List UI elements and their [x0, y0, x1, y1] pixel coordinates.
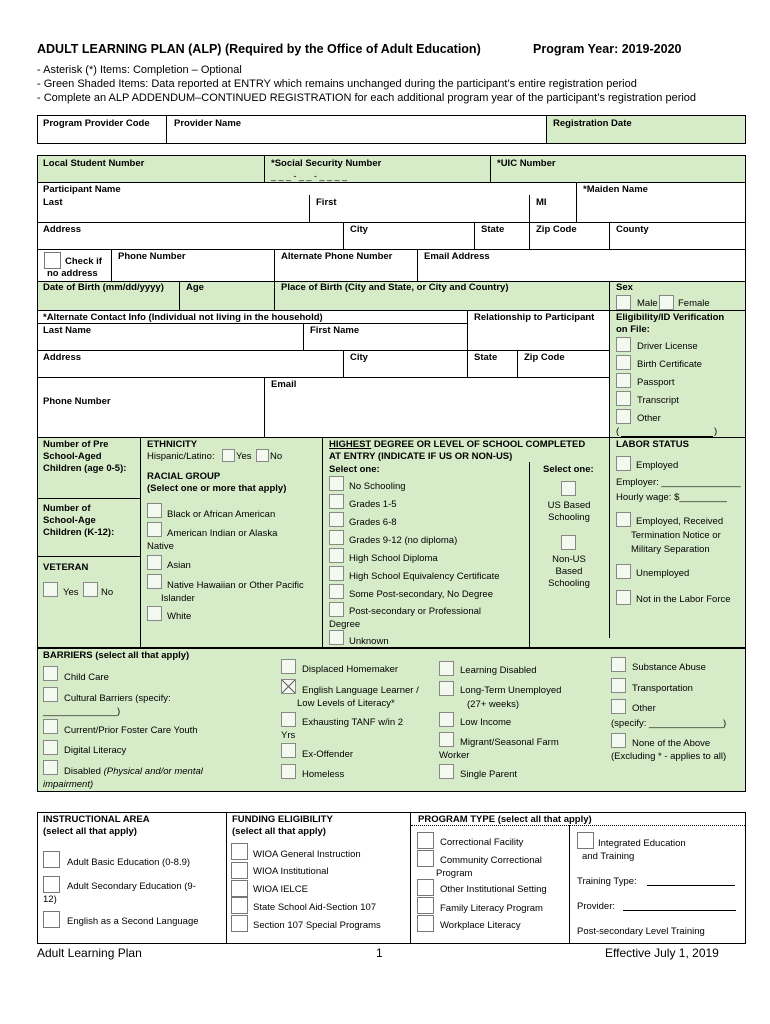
low-income-checkbox[interactable]	[439, 712, 454, 727]
last-name-label: Last	[43, 197, 63, 208]
hispanic-no-checkbox[interactable]	[256, 449, 269, 462]
page-number: 1	[376, 946, 383, 960]
employed-checkbox[interactable]	[616, 456, 631, 471]
none-of-above-label-2: (Excluding * - applies to all)	[611, 751, 727, 762]
other-barrier-checkbox[interactable]	[611, 699, 626, 714]
hispanic-no-label: No	[270, 451, 283, 462]
grades-9-12-label: Grades 9-12 (no diploma)	[349, 535, 458, 546]
tanf-label-2: Yrs	[281, 730, 296, 741]
zip-label: Zip Code	[536, 224, 577, 235]
male-checkbox[interactable]	[616, 295, 631, 310]
alt-phone-label: Phone Number	[43, 396, 111, 407]
driver-license-checkbox[interactable]	[616, 337, 631, 352]
white-checkbox[interactable]	[147, 606, 162, 621]
check-if-label: Check if	[65, 256, 102, 267]
program-type-title: PROGRAM TYPE (select all that apply)	[418, 814, 592, 825]
place-of-birth-label: Place of Birth (City and State, or City and Country)	[281, 282, 509, 293]
american-indian-label-2: Native	[147, 541, 174, 552]
black-checkbox[interactable]	[147, 503, 162, 518]
training-type-label: Training Type:	[577, 876, 637, 887]
veteran-no-label: No	[101, 587, 114, 598]
state-label: State	[481, 224, 505, 235]
no-schooling-checkbox[interactable]	[329, 476, 344, 491]
alt-email-label: Email	[271, 379, 297, 390]
veteran-label: VETERAN	[43, 562, 89, 573]
labor-status-label: LABOR STATUS	[616, 439, 690, 450]
veteran-yes-label: Yes	[63, 587, 79, 598]
note-green: - Green Shaded Items: Data reported at ENTRY which remains unchanged during the participant’s entire registration period	[37, 78, 637, 90]
hawaiian-label-2: Islander	[161, 593, 195, 604]
grades-6-8-label: Grades 6-8	[349, 517, 397, 528]
grades-1-5-checkbox[interactable]	[329, 494, 344, 509]
education-title-2: AT ENTRY (INDICATE IF US OR NON-US)	[329, 451, 513, 462]
passport-label: Passport	[637, 377, 675, 388]
american-indian-checkbox[interactable]	[147, 522, 162, 537]
school-age-label-3: Children (K-12):	[43, 527, 115, 538]
other-barrier-label: Other	[632, 703, 656, 714]
email-label: Email Address	[424, 251, 490, 262]
homeless-label: Homeless	[302, 769, 345, 780]
cultural-barriers-label: Cultural Barriers (specify:	[64, 693, 171, 704]
note-addendum: - Complete an ALP ADDENDUM–CONTINUED REGISTRATION for each additional program year of the participant’s registration period	[37, 92, 697, 104]
education-title-highest: HIGHEST	[329, 439, 372, 450]
sex-label: Sex	[616, 282, 633, 293]
female-checkbox[interactable]	[659, 295, 674, 310]
ssn-label: *Social Security Number	[271, 158, 382, 169]
section-107-label: Section 107 Special Programs	[253, 920, 381, 931]
registration-date-label: Registration Date	[553, 118, 632, 129]
pre-school-label-3: Children (age 0-5):	[43, 463, 127, 474]
transportation-label: Transportation	[632, 683, 693, 694]
uic-label: *UIC Number	[497, 158, 556, 169]
unknown-checkbox[interactable]	[329, 630, 344, 645]
address-label: Address	[43, 224, 82, 235]
mi-label: MI	[536, 197, 547, 208]
wioa-general-checkbox[interactable]	[231, 843, 248, 860]
employer-field[interactable]: Employer: _______________	[616, 477, 741, 488]
ex-offender-checkbox[interactable]	[281, 743, 296, 758]
provider-name-label: Provider Name	[174, 118, 242, 129]
section-107-checkbox[interactable]	[231, 915, 248, 932]
veteran-no-checkbox[interactable]	[83, 582, 98, 597]
learning-disabled-checkbox[interactable]	[439, 661, 454, 676]
alt-state-label: State	[474, 352, 498, 363]
tanf-label: Exhausting TANF w/in 2	[302, 717, 404, 728]
local-student-number-label: Local Student Number	[43, 158, 145, 169]
racial-group-sub: (Select one or more that apply)	[147, 483, 287, 494]
maiden-name-label: *Maiden Name	[583, 184, 648, 195]
racial-group-label: RACIAL GROUP	[147, 471, 221, 482]
non-us-label-1: Non-US	[552, 554, 586, 565]
veteran-yes-checkbox[interactable]	[43, 582, 58, 597]
dob-label: Date of Birth (mm/dd/yyyy)	[43, 282, 164, 293]
participant-name-label: Participant Name	[43, 184, 121, 195]
non-us-label-2: Based	[555, 566, 583, 577]
grades-1-5-label: Grades 1-5	[349, 499, 397, 510]
ell-label: English Language Learner /	[302, 685, 419, 696]
other-id-paren-close: )	[714, 426, 718, 437]
education-title-rest: DEGREE OR LEVEL OF SCHOOL COMPLETED	[371, 439, 586, 450]
long-term-unemployed-label-2: (27+ weeks)	[467, 699, 520, 710]
displaced-homemaker-label: Displaced Homemaker	[302, 664, 399, 675]
alt-phone-label: Alternate Phone Number	[281, 251, 393, 262]
disabled-label-2: impairment)	[43, 779, 94, 790]
state-school-aid-label: State School Aid-Section 107	[253, 902, 377, 913]
instructional-area-sub: (select all that apply)	[43, 826, 137, 837]
age-label: Age	[186, 282, 204, 293]
passport-checkbox[interactable]	[616, 373, 631, 388]
hse-certificate-label: High School Equivalency Certificate	[349, 571, 500, 582]
long-term-unemployed-label: Long-Term Unemployed	[460, 685, 562, 696]
non-us-checkbox[interactable]	[561, 535, 576, 550]
education-title	[329, 439, 585, 451]
ase-label-2: 12)	[43, 894, 57, 905]
none-of-above-label: None of the Above	[632, 738, 711, 749]
black-label: Black or African American	[167, 509, 276, 520]
substance-abuse-checkbox[interactable]	[611, 657, 626, 672]
foster-care-checkbox[interactable]	[43, 719, 58, 734]
workplace-literacy-checkbox[interactable]	[417, 915, 434, 932]
effective-date: Effective July 1, 2019	[605, 946, 719, 960]
school-age-label-1: Number of	[43, 503, 91, 514]
community-correctional-checkbox[interactable]	[417, 850, 434, 867]
funding-title: FUNDING ELIGIBILITY	[232, 814, 333, 825]
ex-offender-label: Ex-Offender	[302, 749, 354, 760]
unemployed-label: Unemployed	[636, 568, 690, 579]
received-notice-label-2: Termination Notice or	[631, 530, 721, 541]
long-term-unemployed-checkbox[interactable]	[439, 681, 454, 696]
single-parent-label: Single Parent	[460, 769, 518, 780]
funding-sub: (select all that apply)	[232, 826, 326, 837]
eligibility-title-2: on File:	[616, 324, 650, 335]
wioa-ielce-label: WIOA IELCE	[253, 884, 308, 895]
american-indian-label: American Indian or Alaska	[167, 528, 278, 539]
correctional-facility-checkbox[interactable]	[417, 832, 434, 849]
select-one-label: Select one:	[329, 464, 380, 475]
white-label: White	[167, 611, 192, 622]
homeless-checkbox[interactable]	[281, 764, 296, 779]
ase-label: Adult Secondary Education (9-	[67, 881, 196, 892]
instructional-area-title: INSTRUCTIONAL AREA	[43, 814, 150, 825]
driver-license-label: Driver License	[637, 341, 698, 352]
digital-literacy-label: Digital Literacy	[64, 745, 127, 756]
ase-checkbox[interactable]	[43, 876, 60, 893]
single-parent-checkbox[interactable]	[439, 764, 454, 779]
family-literacy-label: Family Literacy Program	[440, 903, 543, 914]
cultural-barriers-specify[interactable]: ______________)	[43, 706, 121, 717]
first-name-label: First	[316, 197, 337, 208]
school-age-label-2: School-Age	[43, 515, 96, 526]
grades-9-12-checkbox[interactable]	[329, 530, 344, 545]
disabled-checkbox[interactable]	[43, 760, 58, 775]
state-school-aid-checkbox[interactable]	[231, 897, 248, 914]
ethnicity-label: ETHNICITY	[147, 439, 198, 450]
provider-code-label: Program Provider Code	[43, 118, 150, 129]
post-secondary-training-label: Post-secondary Level Training	[577, 926, 705, 937]
other-id-paren-open: (	[616, 426, 620, 437]
us-based-checkbox[interactable]	[561, 481, 576, 496]
child-care-label: Child Care	[64, 672, 109, 683]
other-institutional-label: Other Institutional Setting	[440, 884, 547, 895]
hse-certificate-checkbox[interactable]	[329, 566, 344, 581]
hawaiian-label: Native Hawaiian or Other Pacific	[167, 580, 304, 591]
integrated-education-checkbox[interactable]	[577, 832, 594, 849]
child-care-checkbox[interactable]	[43, 666, 58, 681]
hispanic-yes-label: Yes	[236, 451, 252, 462]
disabled-label-main: Disabled	[64, 766, 104, 777]
tanf-checkbox[interactable]	[281, 712, 296, 727]
abe-checkbox[interactable]	[43, 851, 60, 868]
city-label: City	[350, 224, 368, 235]
integrated-education-label: Integrated Education	[598, 838, 686, 849]
alt-zip-label: Zip Code	[524, 352, 565, 363]
hispanic-yes-checkbox[interactable]	[222, 449, 235, 462]
digital-literacy-checkbox[interactable]	[43, 740, 58, 755]
county-label: County	[616, 224, 649, 235]
relationship-label: Relationship to Participant	[474, 312, 595, 323]
provider-field[interactable]	[623, 910, 736, 911]
ell-label-2: Low Levels of Literacy*	[297, 698, 395, 709]
migrant-label: Migrant/Seasonal Farm	[460, 737, 559, 748]
ssn-input[interactable]: _ _ _ - _ _ - _ _ _ _	[271, 171, 348, 181]
birth-certificate-checkbox[interactable]	[616, 355, 631, 370]
unemployed-checkbox[interactable]	[616, 564, 631, 579]
asian-checkbox[interactable]	[147, 555, 162, 570]
disabled-label	[64, 766, 203, 778]
post-secondary-degree-checkbox[interactable]	[329, 602, 344, 617]
female-label: Female	[678, 298, 710, 309]
training-type-field[interactable]	[647, 885, 735, 886]
us-based-label-1: US Based	[547, 500, 591, 511]
alt-contact-title: *Alternate Contact Info (Individual not living in the household)	[43, 312, 323, 323]
asian-label: Asian	[167, 560, 191, 571]
received-notice-checkbox[interactable]	[616, 512, 631, 527]
hs-diploma-label: High School Diploma	[349, 553, 438, 564]
abe-label: Adult Basic Education (0-8.9)	[67, 857, 191, 868]
us-based-label-2: Schooling	[548, 512, 590, 523]
migrant-label-2: Worker	[439, 750, 470, 761]
non-us-label-3: Schooling	[548, 578, 590, 589]
birth-certificate-label: Birth Certificate	[637, 359, 702, 370]
other-institutional-checkbox[interactable]	[417, 879, 434, 896]
note-asterisk: - Asterisk (*) Items: Completion – Optional	[37, 64, 242, 76]
migrant-checkbox[interactable]	[439, 732, 454, 747]
wioa-institutional-checkbox[interactable]	[231, 862, 248, 879]
some-post-secondary-label: Some Post-secondary, No Degree	[349, 589, 493, 600]
workplace-literacy-label: Workplace Literacy	[440, 920, 521, 931]
grades-6-8-checkbox[interactable]	[329, 512, 344, 527]
esl-label: English as a Second Language	[67, 916, 199, 927]
post-secondary-degree-label-2: Degree	[329, 619, 361, 630]
substance-abuse-label: Substance Abuse	[632, 662, 706, 673]
alt-address-label: Address	[43, 352, 82, 363]
no-address-checkbox[interactable]	[44, 252, 61, 269]
footer-title: Adult Learning Plan	[37, 946, 142, 960]
integrated-education-label-2: and Training	[582, 851, 635, 862]
community-correctional-label: Community Correctional	[440, 855, 542, 866]
select-one-label-2: Select one:	[543, 464, 594, 475]
employed-label: Employed	[636, 460, 679, 471]
learning-disabled-label: Learning Disabled	[460, 665, 537, 676]
alt-first-name-label: First Name	[310, 325, 360, 336]
program-year: Program Year: 2019-2020	[533, 42, 682, 56]
transcript-checkbox[interactable]	[616, 391, 631, 406]
pre-school-label-1: Number of Pre	[43, 439, 109, 450]
received-notice-label-3: Military Separation	[631, 544, 710, 555]
hawaiian-checkbox[interactable]	[147, 574, 162, 589]
unknown-label: Unknown	[349, 636, 389, 647]
male-label: Male	[637, 298, 658, 309]
alt-city-label: City	[350, 352, 368, 363]
no-address-label: no address	[47, 268, 98, 279]
eligibility-title: Eligibility/ID Verification	[616, 312, 725, 323]
disabled-label-detail: (Physical and/or mental	[103, 766, 203, 777]
hs-diploma-checkbox[interactable]	[329, 548, 344, 563]
post-secondary-degree-label: Post-secondary or Professional	[349, 606, 482, 617]
other-id-label: Other	[637, 413, 661, 424]
correctional-facility-label: Correctional Facility	[440, 837, 524, 848]
barriers-title: BARRIERS (select all that apply)	[43, 650, 190, 661]
foster-care-label: Current/Prior Foster Care Youth	[64, 725, 198, 736]
ell-checkbox[interactable]	[281, 679, 296, 694]
other-id-checkbox[interactable]	[616, 409, 631, 424]
wioa-ielce-checkbox[interactable]	[231, 880, 248, 897]
other-barrier-specify[interactable]: (specify: ______________)	[611, 718, 727, 729]
wioa-general-label: WIOA General Instruction	[253, 849, 361, 860]
no-schooling-label: No Schooling	[349, 481, 406, 492]
esl-checkbox[interactable]	[43, 911, 60, 928]
provider-field-label: Provider:	[577, 901, 616, 912]
low-income-label: Low Income	[460, 717, 512, 728]
none-of-above-checkbox[interactable]	[611, 733, 626, 748]
pre-school-label-2: School-Aged	[43, 451, 102, 462]
some-post-secondary-checkbox[interactable]	[329, 584, 344, 599]
not-in-labor-force-label: Not in the Labor Force	[636, 594, 731, 605]
wioa-institutional-label: WIOA Institutional	[253, 866, 329, 877]
transcript-label: Transcript	[637, 395, 679, 406]
form-title: ADULT LEARNING PLAN (ALP) (Required by the Office of Adult Education)	[37, 42, 481, 56]
received-notice-label-1: Employed, Received	[636, 516, 724, 527]
family-literacy-checkbox[interactable]	[417, 897, 434, 914]
cultural-barriers-checkbox[interactable]	[43, 687, 58, 702]
community-correctional-label-2: Program	[436, 868, 473, 879]
displaced-homemaker-checkbox[interactable]	[281, 659, 296, 674]
transportation-checkbox[interactable]	[611, 678, 626, 693]
hourly-wage-field[interactable]: Hourly wage: $_________	[616, 492, 727, 503]
phone-label: Phone Number	[118, 251, 186, 262]
alt-last-name-label: Last Name	[43, 325, 92, 336]
hispanic-label: Hispanic/Latino:	[147, 451, 215, 462]
not-in-labor-force-checkbox[interactable]	[616, 590, 631, 605]
